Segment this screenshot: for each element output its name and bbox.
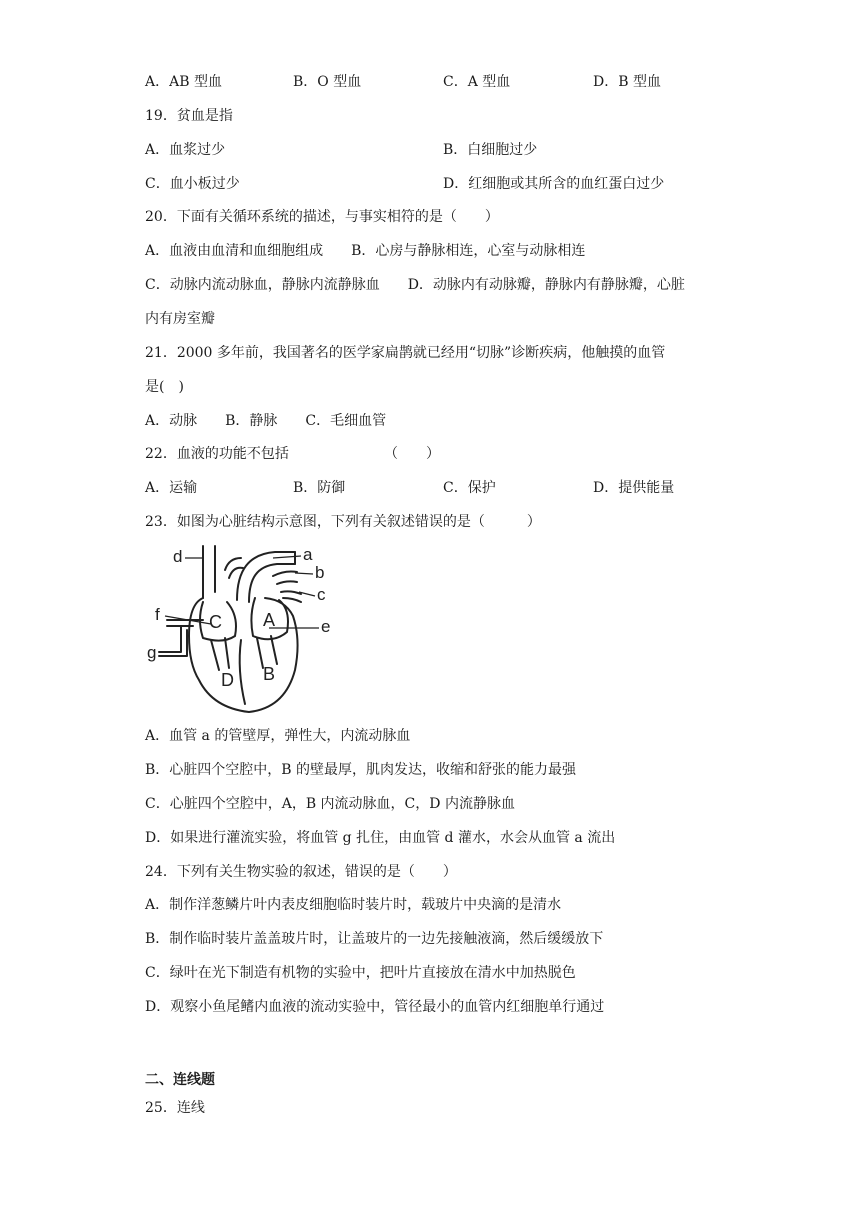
label-A: A [263, 610, 276, 630]
label-d: d [173, 547, 183, 566]
q23-option-c: C．心脏四个空腔中，A，B 内流动脉血，C，D 内流静脉血 [145, 796, 515, 812]
q22-option-b: B．防御 [293, 480, 346, 496]
q23-option-a: A．血管 a 的管壁厚，弹性大，内流动脉血 [145, 728, 411, 744]
q20-stem: 20．下面有关循环系统的描述，与事实相符的是（ ） [145, 209, 499, 225]
q21-stem-continued: 是( ) [145, 379, 184, 395]
q20-options-cd: C．动脉内流动脉血，静脉内流静脉血 D．动脉内有动脉瓣，静脉内有静脉瓣，心脏 [145, 277, 685, 293]
q24-stem: 24．下列有关生物实验的叙述，错误的是（ ） [145, 864, 457, 880]
q19-option-b: B．白细胞过少 [443, 142, 538, 158]
q22-option-a: A．运输 [145, 480, 198, 496]
label-C: C [209, 612, 222, 632]
vessel-b [273, 572, 297, 577]
label-b: b [315, 563, 325, 582]
q22-option-d: D．提供能量 [593, 480, 675, 496]
q23-option-b: B．心脏四个空腔中，B 的壁最厚，肌肉发达，收缩和舒张的能力最强 [145, 762, 577, 778]
q19-option-c: C．血小板过少 [145, 176, 240, 192]
label-a: a [303, 545, 313, 564]
q21-options: A．动脉 B．静脉 C．毛细血管 [145, 413, 387, 429]
label-B: B [263, 664, 276, 684]
q25-stem: 25．连线 [145, 1100, 205, 1116]
aorta-outer [237, 552, 295, 600]
q24-option-b: B．制作临时装片盖盖玻片时，让盖玻片的一边先接触液滴，然后缓缓放下 [145, 931, 604, 947]
q18-option-d: D．B 型血 [593, 74, 661, 90]
q18-option-c: C．A 型血 [443, 74, 511, 90]
label-g: g [147, 643, 157, 662]
q22-option-c: C．保护 [443, 480, 496, 496]
q20-options-ab: A．血液由血清和血细胞组成 B．心房与静脉相连，心室与动脉相连 [145, 243, 586, 259]
label-c: c [317, 585, 326, 604]
q24-option-c: C．绿叶在光下制造有机物的实验中，把叶片直接放在清水中加热脱色 [145, 965, 576, 981]
q19-option-d: D．红细胞或其所含的血红蛋白过少 [443, 176, 665, 192]
label-D: D [221, 670, 234, 690]
q23-stem: 23．如图为心脏结构示意图，下列有关叙述错误的是（ ） [145, 514, 541, 530]
q24-option-a: A．制作洋葱鳞片叶内表皮细胞临时装片时，载玻片中央滴的是清水 [145, 897, 562, 913]
q19-option-a: A．血浆过少 [145, 142, 226, 158]
q23-option-d: D．如果进行灌流实验，将血管 g 扎住，由血管 d 灌水，水会从血管 a 流出 [145, 830, 616, 846]
heart-diagram [145, 540, 345, 720]
q24-option-d: D．观察小鱼尾鳍内血液的流动实验中，管径最小的血管内红细胞单行通过 [145, 999, 605, 1015]
aorta-inner [249, 564, 295, 602]
q22-stem: 22．血液的功能不包括 [145, 446, 289, 462]
label-f: f [155, 605, 160, 624]
q19-stem: 19．贫血是指 [145, 108, 233, 124]
vessel-c [281, 591, 301, 594]
q20-option-d-continued: 内有房室瓣 [145, 311, 215, 327]
vessel-g [159, 626, 181, 652]
q18-option-a: A．AB 型血 [145, 74, 222, 90]
q22-answer-paren: （ ） [384, 446, 440, 462]
label-e: e [321, 617, 331, 636]
septum [240, 640, 245, 704]
section-title: 二、连线题 [145, 1072, 215, 1088]
q18-option-b: B．O 型血 [293, 74, 362, 90]
q21-stem: 21．2000 多年前，我国著名的医学家扁鹊就已经用“切脉”诊断疾病，他触摸的血管 [145, 345, 666, 361]
